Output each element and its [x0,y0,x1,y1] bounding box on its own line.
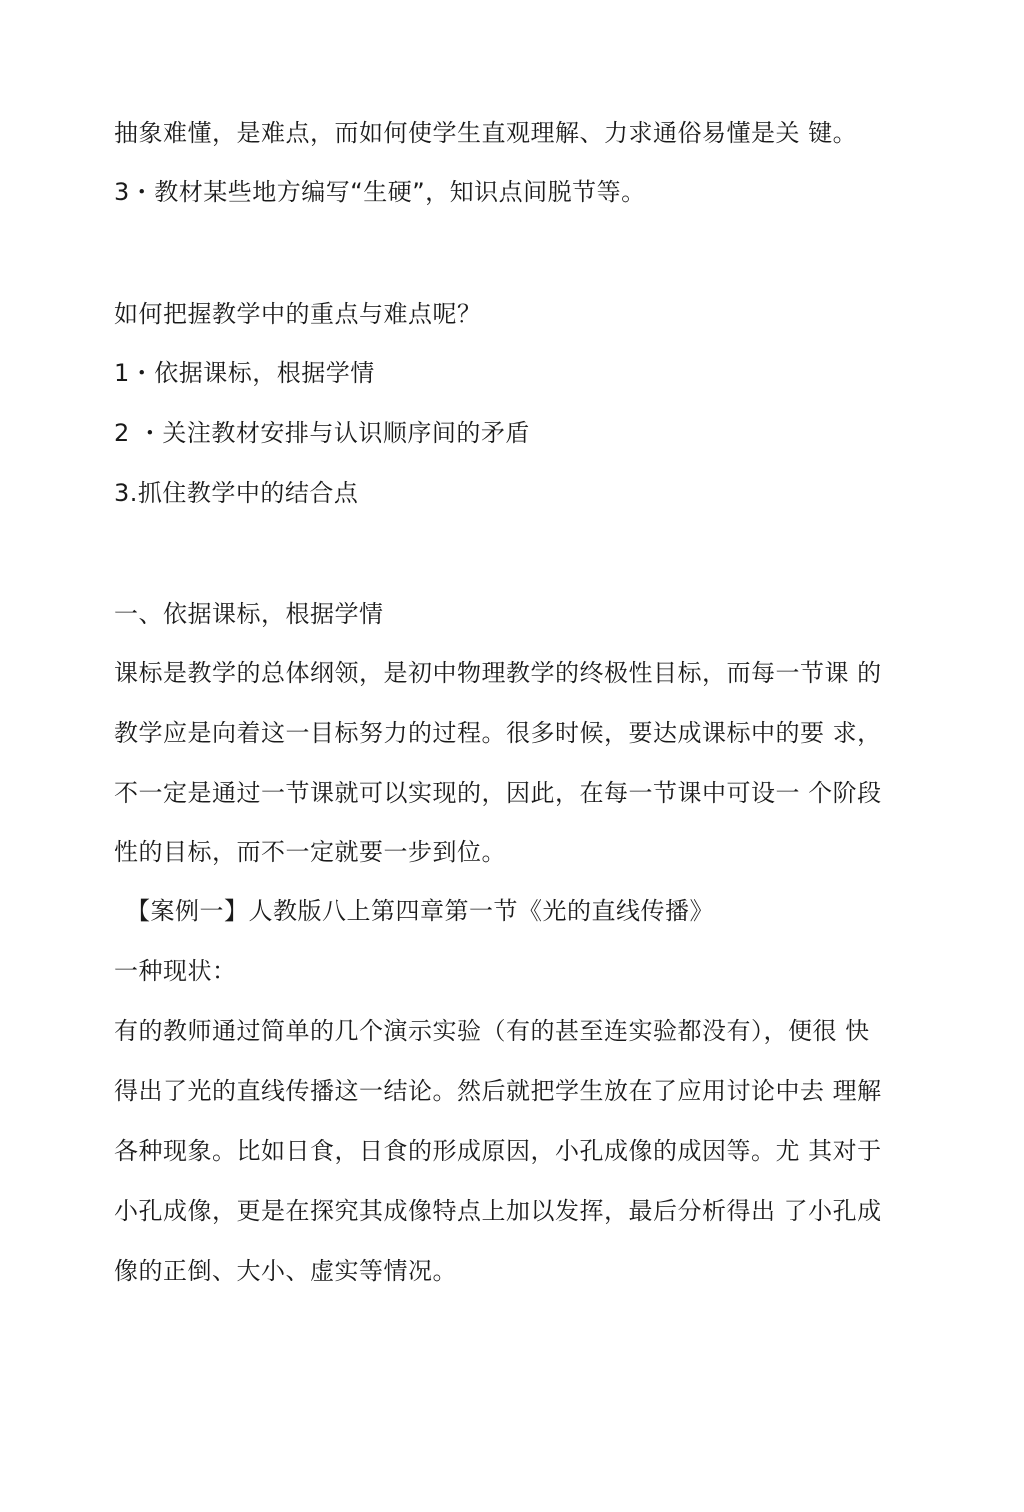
case-title: 【案例一】人教版八上第四章第一节《光的直线传播》 [126,897,714,925]
paragraph-line: 像的正倒、大小、虚实等情况。 [114,1257,457,1285]
paragraph-line: 抽象难懂，是难点，而如何使学生直观理解、力求通俗易懂是关 键。 [114,119,858,147]
paragraph-line: 一种现状： [114,957,237,985]
paragraph-line: 各种现象。比如日食，日食的形成原因，小孔成像的成因等。尤 其对于 [114,1137,882,1165]
section-question: 如何把握教学中的重点与难点呢？ [114,300,482,328]
paragraph-line: 不一定是通过一节课就可以实现的，因此，在每一节课中可设一 个阶段 [114,779,882,807]
paragraph-line: 教学应是向着这一目标努力的过程。很多时候，要达成课标中的要 求， [114,719,882,747]
paragraph-line: 小孔成像，更是在探究其成像特点上加以发挥，最后分析得出 了小孔成 [114,1197,882,1225]
section-heading: 一、依据课标，根据学情 [114,600,384,628]
list-item: 2 ・关注教材安排与认识顺序间的矛盾 [114,419,530,447]
paragraph-line: 3・教材某些地方编写“生硬”，知识点间脱节等。 [114,178,646,206]
paragraph-line: 性的目标，而不一定就要一步到位。 [114,838,506,866]
list-item: 3.抓住教学中的结合点 [114,479,359,507]
paragraph-line: 课标是教学的总体纲领，是初中物理教学的终极性目标，而每一节课 的 [114,659,882,687]
list-item: 1・依据课标，根据学情 [114,359,375,387]
paragraph-line: 得出了光的直线传播这一结论。然后就把学生放在了应用讨论中去 理解 [114,1077,882,1105]
paragraph-line: 有的教师通过简单的几个演示实验（有的甚至连实验都没有），便很 快 [114,1017,870,1045]
